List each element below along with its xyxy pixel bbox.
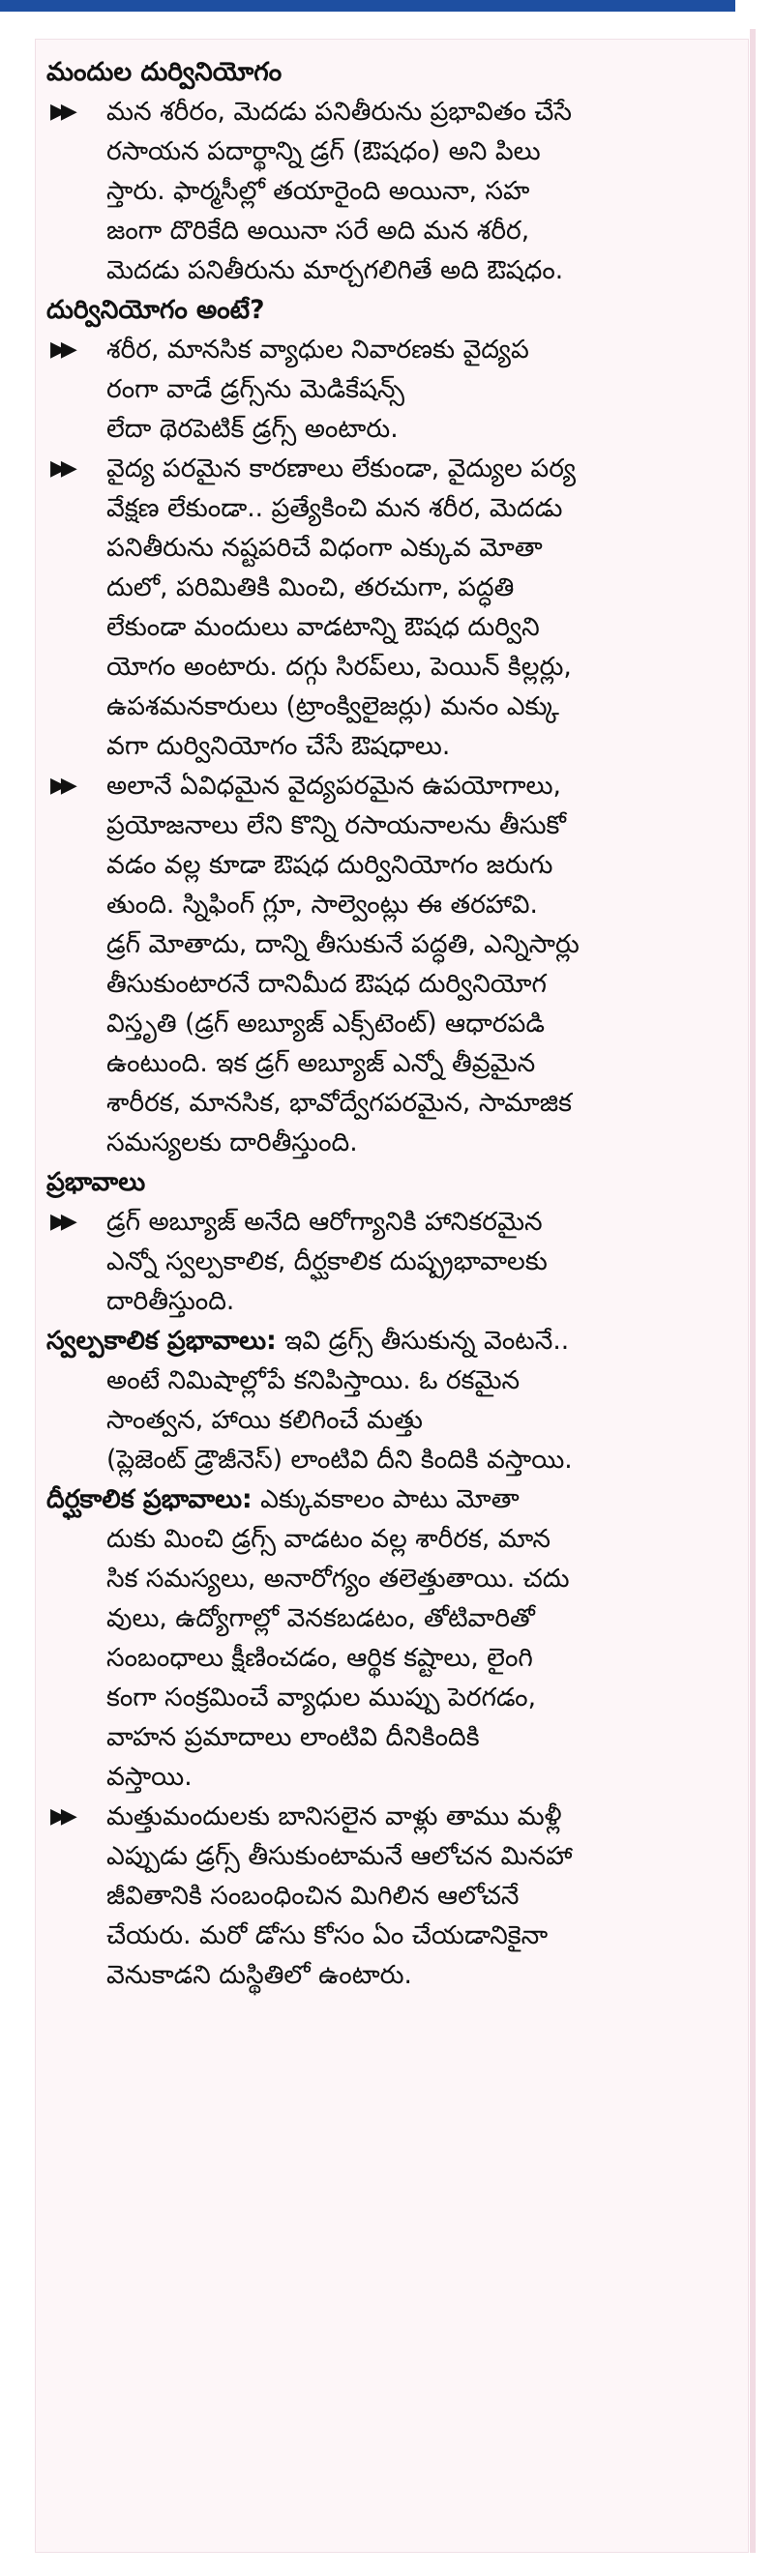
section-heading-effects: ప్రభావాలు (46, 1167, 146, 1197)
bullet-paragraph-2: ▶▶ శరీర, మానసిక వ్యాధుల నివారణకు వైద్యప రంగా వాడే డ్రగ్స్‌ను మెడికేషన్స్ లేదా థెరపెటిక్ డ్రగ్స్ అంటారు. (46, 330, 735, 449)
double-arrow-bullet-icon: ▶▶ (50, 1210, 72, 1234)
top-accent-bar (0, 0, 735, 12)
double-arrow-bullet-icon: ▶▶ (50, 1804, 72, 1829)
long-term-label: దీర్ఘకాలిక ప్రభావాలు: (46, 1484, 253, 1514)
bullet-paragraph-5: ▶▶ డ్రగ్ అబ్యూజ్ అనేది ఆరోగ్యానికి హానికరమైన ఎన్నో స్వల్పకాలిక, దీర్ఘకాలిక దుష్ప్రభావాలకు దారితీస్తుంది. (46, 1202, 735, 1321)
short-term-label: స్వల్పకాలిక ప్రభావాలు: (46, 1326, 277, 1356)
bullet-paragraph-4: ▶▶ అలానే ఏవిధమైన వైద్యపరమైన ఉపయోగాలు, ప్రయోజనాలు లేని కొన్ని రసాయనాలను తీసుకో వడం వల్ల కూడా ఔషధ దుర్వినియోగం జరుగు తుంది. స్నిఫింగ్ గ్లూ, సాల్వెంట్లు ఈ తరహావి. డ్రగ్ మోతాదు, దాన్ని తీసుకునే పద్ధతి, ఎన్నిసార్లు తీసుకుంటారనే దానిమీద ఔషధ దుర్వినియోగ విస్తృతి (డ్రగ్ అబ్యూజ్ ఎక్స్‌టెంట్) ఆధారపడి ఉంటుంది. ఇక డ్రగ్ అబ్యూజ్ ఎన్నో తీవ్రమైన శారీరక, మానసిక, భావోద్వేగపరమైన, సామాజిక సమస్యలకు దారితీస్తుంది. (46, 766, 735, 1162)
page-edge-strip (750, 29, 756, 2553)
double-arrow-bullet-icon: ▶▶ (50, 456, 72, 481)
short-term-effects-paragraph: స్వల్పకాలిక ప్రభావాలు: ఇవి డ్రగ్స్ తీసుకున్న వెంటనే.. అంటే నిమిషాల్లోపే కనిపిస్తాయి. ఓ రకమైన సాంత్వన, హాయి కలిగించే మత్తు (ప్లెజెంట్ డ్రౌజీనెస్) లాంటివి దీని కిందికి వస్తాయి. (46, 1321, 735, 1479)
double-arrow-bullet-icon: ▶▶ (50, 774, 72, 798)
section-heading-what-is-abuse: దుర్వినియోగం అంటే? (46, 295, 265, 325)
bullet-paragraph-1: ▶▶ మన శరీరం, మెదడు పనితీరును ప్రభావితం చేసే రసాయన పదార్థాన్ని డ్రగ్ (ఔషధం) అని పిలు స్తారు. ఫార్మసీల్లో తయారైంది అయినా, సహ జంగా దొరికేది అయినా సరే అది మన శరీర, మెదడు పనితీరును మార్చగలిగితే అది ఔషధం. (46, 92, 735, 290)
bullet-paragraph-6: ▶▶ మత్తుమందులకు బానిసలైన వాళ్లు తాము మళ్లీ ఎప్పుడు డ్రగ్స్ తీసుకుంటామనే ఆలోచన మినహా జీవితానికి సంబంధించిన మిగిలిన ఆలోచనే చేయరు. మరో డోసు కోసం ఏం చేయడానికైనా వెనుకాడని దుస్థితిలో ఉంటారు. (46, 1797, 735, 1995)
double-arrow-bullet-icon: ▶▶ (50, 337, 72, 362)
double-arrow-bullet-icon: ▶▶ (50, 100, 72, 124)
bullet-paragraph-3: ▶▶ వైద్య పరమైన కారణాలు లేకుండా, వైద్యుల పర్య వేక్షణ లేకుండా.. ప్రత్యేకించి మన శరీర, మెదడు పనితీరును నష్టపరిచే విధంగా ఎక్కువ మోతా దులో, పరిమితికి మించి, తరచుగా, పద్ధతి లేకుండా మందులు వాడటాన్ని ఔషధ దుర్విని యోగం అంటారు. దగ్గు సిరప్‌లు, పెయిన్ కిల్లర్లు, ఉపశమనకారులు (ట్రాంక్విలైజర్లు) మనం ఎక్కు వగా దుర్వినియోగం చేసే ఔషధాలు. (46, 449, 735, 766)
article-body (46, 52, 735, 1995)
long-term-effects-paragraph: దీర్ఘకాలిక ప్రభావాలు: ఎక్కువకాలం పాటు మోతా దుకు మించి డ్రగ్స్ వాడటం వల్ల శారీరక, మాన సిక సమస్యలు, అనారోగ్యం తలెత్తుతాయి. చదు వులు, ఉద్యోగాల్లో వెనకబడటం, తోటివారితో సంబంధాలు క్షీణించడం, ఆర్థిక కష్టాలు, లైంగి కంగా సంక్రమించే వ్యాధుల ముప్పు పెరగడం, వాహన ప్రమాదాలు లాంటివి దీనికిందికి వస్తాయి. (46, 1479, 735, 1797)
long-term-continuation: దుకు మించి డ్రగ్స్ వాడటం వల్ల శారీరక, మాన సిక సమస్యలు, అనారోగ్యం తలెత్తుతాయి. చదు వులు, ఉద్యోగాల్లో వెనకబడటం, తోటివారితో సంబంధాలు క్షీణించడం, ఆర్థిక కష్టాలు, లైంగి కంగా సంక్రమించే వ్యాధుల ముప్పు పెరగడం, వాహన ప్రమాదాలు లాంటివి దీనికిందికి వస్తాయి. (106, 1524, 570, 1792)
section-heading-drug-abuse: మందుల దుర్వినియోగం (46, 57, 283, 87)
short-term-continuation: అంటే నిమిషాల్లోపే కనిపిస్తాయి. ఓ రకమైన సాంత్వన, హాయి కలిగించే మత్తు (ప్లెజెంట్ డ్రౌజీనెస్) లాంటివి దీని కిందికి వస్తాయి. (106, 1365, 573, 1475)
